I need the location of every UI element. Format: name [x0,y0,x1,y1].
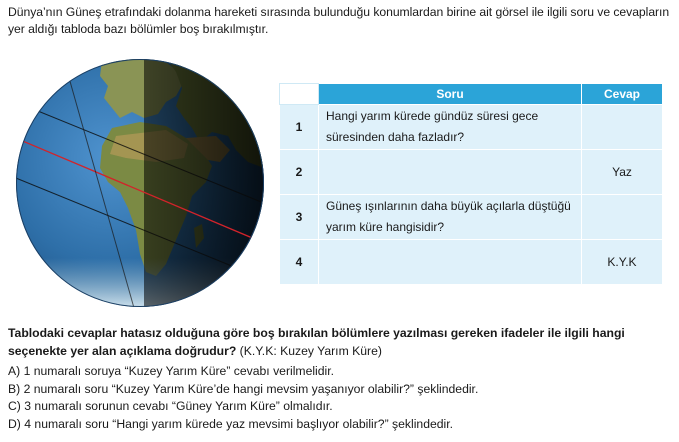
table-row [280,150,663,195]
table-row [280,195,663,240]
table-row [280,105,663,150]
answer-options [8,363,676,433]
answer-cell: K.Y.K [582,240,663,285]
option-d[interactable]: D) 4 numaralı soru “Hangi yarım kürede yaz mevsimi başlıyor olabilir?” şeklindedir. [8,416,454,431]
answer-cell: Yaz [582,150,663,195]
question-cell [319,240,582,285]
option-b[interactable]: B) 2 numaralı soru “Kuzey Yarım Küre’de hangi mevsim yaşanıyor olabilir?” şeklindedir. [8,381,479,396]
answer-cell [582,105,663,150]
option-a[interactable]: A) 1 numaralı soruya “Kuzey Yarım Küre” cevabı verilmelidir. [8,364,335,378]
night-side [144,58,264,308]
header-corner [280,84,319,105]
header-cevap: Cevap [582,84,663,105]
header-soru: Soru [319,84,582,105]
question-stem [8,324,676,360]
question-text: Tablodaki cevaplar hatasız olduğuna göre boş bırakılan bölümlere yazılması gereken ifadeler ile ilgili hangi seçenekte yer alan açıklama doğrudur? [8,326,625,358]
question-cell: Güneş ışınlarının daha büyük açılarla düştüğü yarım küre hangisidir? [319,195,582,240]
question-cell: Hangi yarım kürede gündüz süresi gece süresinden daha fazladır? [319,105,582,150]
question-answer-table [279,83,663,285]
table-row [280,240,663,285]
answer-cell [582,195,663,240]
row-number: 3 [280,195,319,240]
question-cell [319,150,582,195]
intro-text: Dünya’nın Güneş etrafındaki dolanma hareketi sırasında bulunduğu konumlardan birine ait görsel ile ilgili soru ve cevapların yer aldığı tabloda bazı bölümler boş bırakılmıştır. [8,5,670,36]
earth-globe-illustration [16,58,264,308]
option-c[interactable]: C) 3 numaralı sorunun cevabı “Güney Yarım Küre” olmalıdır. [8,399,333,413]
abbreviation-note: (K.Y.K: Kuzey Yarım Küre) [239,344,382,358]
row-number: 4 [280,240,319,285]
row-number: 1 [280,105,319,150]
row-number: 2 [280,150,319,195]
